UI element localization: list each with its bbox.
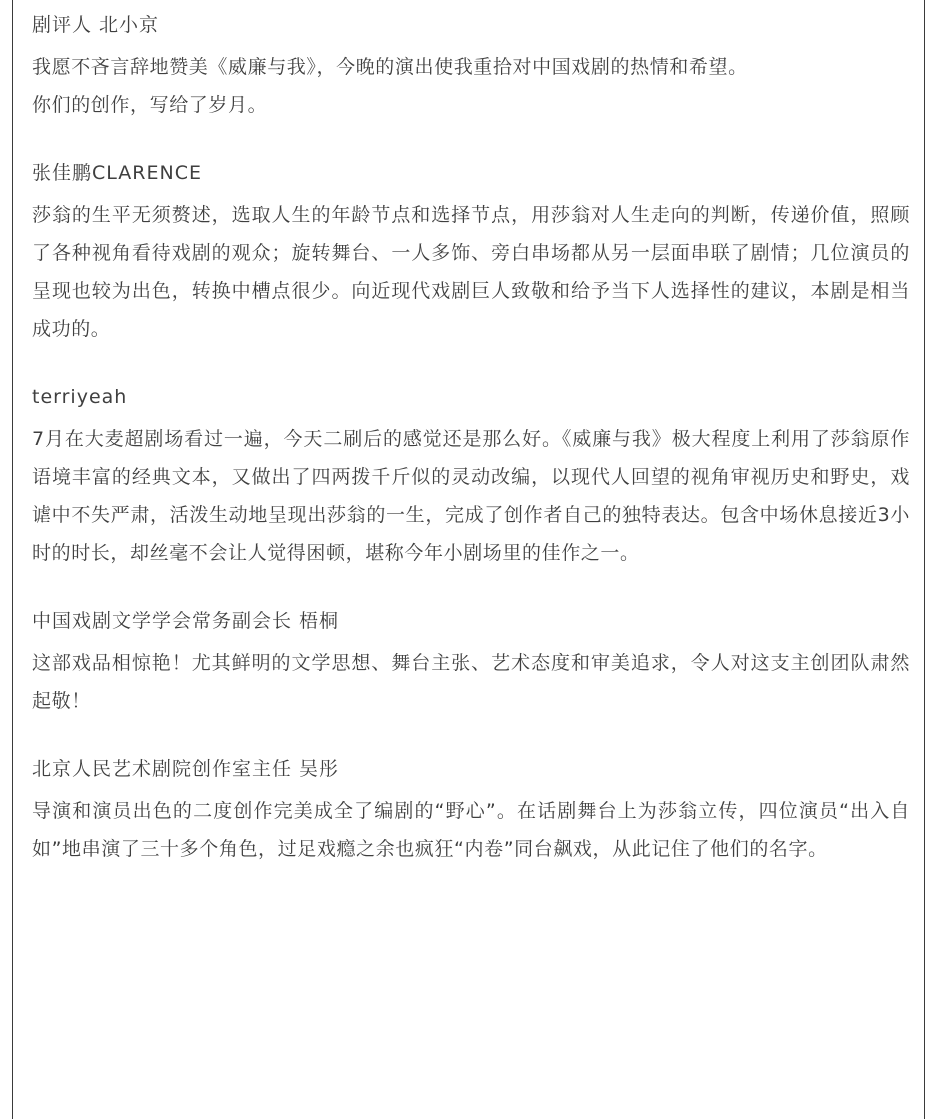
review-text: 莎翁的生平无须赘述，选取人生的年龄节点和选择节点，用莎翁对人生走向的判断，传递价值，照顾了各种视角看待戏剧的观众；旋转舞台、一人多饰、旁白串场都从另一层面串联了剧情；几位演员的呈现也较为出色，转换中槽点很少。向近现代戏剧巨人致敬和给予当下人选择性的建议，本剧是相当成功的。: [32, 204, 910, 340]
review-text: 导演和演员出色的二度创作完美成全了编剧的“野心”。在话剧舞台上为莎翁立传，四位演员“出入自如”地串演了三十多个角色，过足戏瘾之余也疯狂“内卷”同台飙戏，从此记住了他们的名字。: [32, 800, 910, 860]
review-block: [32, 10, 910, 124]
review-list: [32, 10, 910, 868]
review-text: 我愿不吝言辞地赞美《威廉与我》，今晚的演出使我重拾对中国戏剧的热情和希望。: [32, 56, 748, 78]
review-text: 这部戏品相惊艳！尤其鲜明的文学思想、舞台主张、艺术态度和审美追求，令人对这支主创团队肃然起敬！: [32, 652, 910, 712]
review-block: [32, 606, 910, 720]
review-block: [32, 754, 910, 868]
review-text: 你们的创作，写给了岁月。: [32, 94, 268, 116]
review-block: [32, 382, 910, 572]
reviewer-name: 中国戏剧文学学会常务副会长 梧桐: [32, 610, 340, 632]
reviewer-name: 剧评人 北小京: [32, 14, 160, 36]
reviewer-name: 北京人民艺术剧院创作室主任 吴彤: [32, 758, 340, 780]
review-text: 7月在大麦超剧场看过一遍，今天二刷后的感觉还是那么好。《威廉与我》极大程度上利用了莎翁原作语境丰富的经典文本，又做出了四两拨千斤似的灵动改编，以现代人回望的视角审视历史和野史，戏谑中不失严肃，活泼生动地呈现出莎翁的一生，完成了创作者自己的独特表达。包含中场休息接近3小时的时长，却丝毫不会让人觉得困顿，堪称今年小剧场里的佳作之一。: [32, 428, 910, 564]
reviewer-name: 张佳鹏CLARENCE: [32, 162, 202, 184]
reviewer-name: terriyeah: [32, 386, 128, 408]
review-block: [32, 158, 910, 348]
